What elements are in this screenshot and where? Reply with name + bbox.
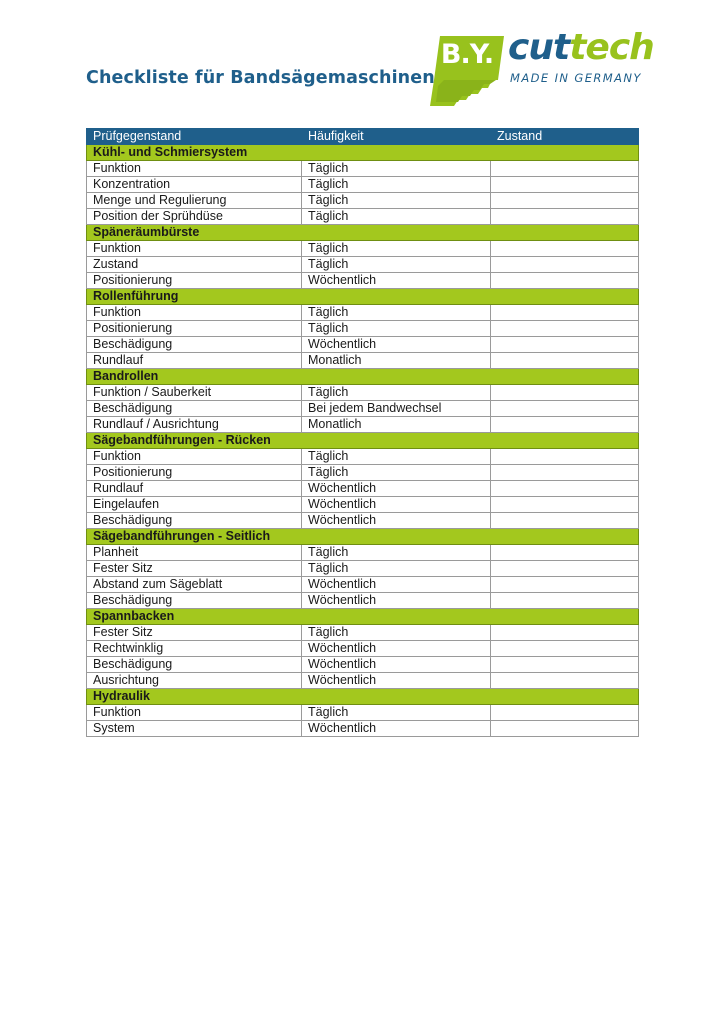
table-row [87, 257, 639, 273]
cell-pruefgegenstand: Funktion [87, 305, 302, 321]
table-row [87, 673, 639, 689]
section-title: Späneräumbürste [87, 225, 639, 241]
cell-pruefgegenstand: Rechtwinklig [87, 641, 302, 657]
cell-zustand [491, 305, 639, 321]
cell-zustand [491, 161, 639, 177]
cell-zustand [491, 673, 639, 689]
table-row [87, 625, 639, 641]
section-title: Sägebandführungen - Rücken [87, 433, 639, 449]
cell-haeufigkeit: Wöchentlich [302, 577, 491, 593]
section-title: Hydraulik [87, 689, 639, 705]
table-row [87, 177, 639, 193]
cell-zustand [491, 577, 639, 593]
cell-haeufigkeit: Täglich [302, 625, 491, 641]
cell-zustand [491, 481, 639, 497]
logo-badge-text: B.Y. [440, 39, 494, 70]
cell-haeufigkeit: Täglich [302, 465, 491, 481]
cell-haeufigkeit: Täglich [302, 561, 491, 577]
cell-pruefgegenstand: Beschädigung [87, 593, 302, 609]
table-row [87, 385, 639, 401]
table-row [87, 305, 639, 321]
cell-pruefgegenstand: Zustand [87, 257, 302, 273]
cell-pruefgegenstand: Funktion [87, 705, 302, 721]
cell-pruefgegenstand: Eingelaufen [87, 497, 302, 513]
cell-zustand [491, 593, 639, 609]
cell-zustand [491, 401, 639, 417]
cell-zustand [491, 561, 639, 577]
checklist-table [86, 128, 639, 737]
cell-zustand [491, 337, 639, 353]
section-title: Rollenführung [87, 289, 639, 305]
cell-zustand [491, 545, 639, 561]
cell-pruefgegenstand: Rundlauf [87, 353, 302, 369]
header-haeufigkeit: Häufigkeit [302, 129, 491, 145]
cell-pruefgegenstand: Positionierung [87, 465, 302, 481]
section-header-row [87, 225, 639, 241]
cell-haeufigkeit: Täglich [302, 193, 491, 209]
table-row [87, 161, 639, 177]
cell-pruefgegenstand: Funktion [87, 449, 302, 465]
table-row [87, 641, 639, 657]
table-row [87, 705, 639, 721]
section-title: Kühl- und Schmiersystem [87, 145, 639, 161]
table-header-row [87, 129, 639, 145]
cell-haeufigkeit: Täglich [302, 705, 491, 721]
table-row [87, 209, 639, 225]
cell-haeufigkeit: Täglich [302, 257, 491, 273]
cell-haeufigkeit: Wöchentlich [302, 497, 491, 513]
table-row [87, 337, 639, 353]
table-row [87, 513, 639, 529]
cell-pruefgegenstand: Funktion [87, 241, 302, 257]
cell-pruefgegenstand: Funktion [87, 161, 302, 177]
header-zustand: Zustand [491, 129, 639, 145]
company-logo [430, 27, 654, 110]
cell-zustand [491, 449, 639, 465]
cell-haeufigkeit: Täglich [302, 161, 491, 177]
cell-pruefgegenstand: System [87, 721, 302, 737]
table-row [87, 465, 639, 481]
section-header-row [87, 529, 639, 545]
cell-zustand [491, 705, 639, 721]
table-row [87, 721, 639, 737]
cell-zustand [491, 417, 639, 433]
cell-zustand [491, 273, 639, 289]
table-row [87, 561, 639, 577]
cell-zustand [491, 193, 639, 209]
cell-zustand [491, 241, 639, 257]
cell-haeufigkeit: Wöchentlich [302, 721, 491, 737]
cell-pruefgegenstand: Beschädigung [87, 337, 302, 353]
section-header-row [87, 609, 639, 625]
cell-haeufigkeit: Täglich [302, 177, 491, 193]
logo-tagline: MADE IN GERMANY [510, 71, 642, 85]
cell-zustand [491, 209, 639, 225]
cell-zustand [491, 641, 639, 657]
cell-haeufigkeit: Täglich [302, 449, 491, 465]
logo-brand-part1: cut [508, 27, 570, 68]
cell-pruefgegenstand: Positionierung [87, 321, 302, 337]
cell-zustand [491, 257, 639, 273]
cell-pruefgegenstand: Fester Sitz [87, 561, 302, 577]
cell-zustand [491, 177, 639, 193]
cell-zustand [491, 721, 639, 737]
cell-pruefgegenstand: Positionierung [87, 273, 302, 289]
table-row [87, 241, 639, 257]
cell-pruefgegenstand: Beschädigung [87, 657, 302, 673]
cell-pruefgegenstand: Konzentration [87, 177, 302, 193]
section-header-row [87, 433, 639, 449]
table-row [87, 593, 639, 609]
cell-haeufigkeit: Täglich [302, 385, 491, 401]
cell-zustand [491, 385, 639, 401]
section-header-row [87, 689, 639, 705]
section-title: Spannbacken [87, 609, 639, 625]
cell-haeufigkeit: Wöchentlich [302, 657, 491, 673]
cell-haeufigkeit: Täglich [302, 241, 491, 257]
cell-haeufigkeit: Bei jedem Bandwechsel [302, 401, 491, 417]
cell-zustand [491, 625, 639, 641]
cell-pruefgegenstand: Rundlauf / Ausrichtung [87, 417, 302, 433]
cell-haeufigkeit: Täglich [302, 305, 491, 321]
cell-haeufigkeit: Wöchentlich [302, 481, 491, 497]
cell-zustand [491, 657, 639, 673]
cell-pruefgegenstand: Abstand zum Sägeblatt [87, 577, 302, 593]
cell-zustand [491, 497, 639, 513]
cell-pruefgegenstand: Planheit [87, 545, 302, 561]
cell-pruefgegenstand: Ausrichtung [87, 673, 302, 689]
cell-haeufigkeit: Täglich [302, 321, 491, 337]
table-row [87, 497, 639, 513]
table-row [87, 577, 639, 593]
table-row [87, 193, 639, 209]
section-header-row [87, 289, 639, 305]
table-row [87, 321, 639, 337]
cell-haeufigkeit: Täglich [302, 209, 491, 225]
logo-brand [508, 27, 654, 68]
cell-pruefgegenstand: Beschädigung [87, 513, 302, 529]
section-header-row [87, 369, 639, 385]
header-pruefgegenstand: Prüfgegenstand [87, 129, 302, 145]
cell-haeufigkeit: Monatlich [302, 353, 491, 369]
section-header-row [87, 145, 639, 161]
cell-pruefgegenstand: Rundlauf [87, 481, 302, 497]
cell-haeufigkeit: Wöchentlich [302, 673, 491, 689]
table-row [87, 401, 639, 417]
table-row [87, 449, 639, 465]
table-row [87, 273, 639, 289]
cell-haeufigkeit: Wöchentlich [302, 273, 491, 289]
cell-haeufigkeit: Wöchentlich [302, 513, 491, 529]
table-row [87, 417, 639, 433]
cell-pruefgegenstand: Funktion / Sauberkeit [87, 385, 302, 401]
table-row [87, 657, 639, 673]
page-title: Checkliste für Bandsägemaschinen [86, 68, 435, 88]
cell-haeufigkeit: Täglich [302, 545, 491, 561]
cell-pruefgegenstand: Position der Sprühdüse [87, 209, 302, 225]
logo-brand-part2: tech [569, 27, 654, 68]
cell-haeufigkeit: Wöchentlich [302, 641, 491, 657]
section-title: Sägebandführungen - Seitlich [87, 529, 639, 545]
table-row [87, 481, 639, 497]
cell-zustand [491, 465, 639, 481]
cell-pruefgegenstand: Fester Sitz [87, 625, 302, 641]
cell-pruefgegenstand: Menge und Regulierung [87, 193, 302, 209]
cell-zustand [491, 353, 639, 369]
cell-haeufigkeit: Wöchentlich [302, 593, 491, 609]
cell-pruefgegenstand: Beschädigung [87, 401, 302, 417]
cell-haeufigkeit: Wöchentlich [302, 337, 491, 353]
cell-zustand [491, 321, 639, 337]
table-row [87, 545, 639, 561]
section-title: Bandrollen [87, 369, 639, 385]
cell-haeufigkeit: Monatlich [302, 417, 491, 433]
cell-zustand [491, 513, 639, 529]
table-row [87, 353, 639, 369]
